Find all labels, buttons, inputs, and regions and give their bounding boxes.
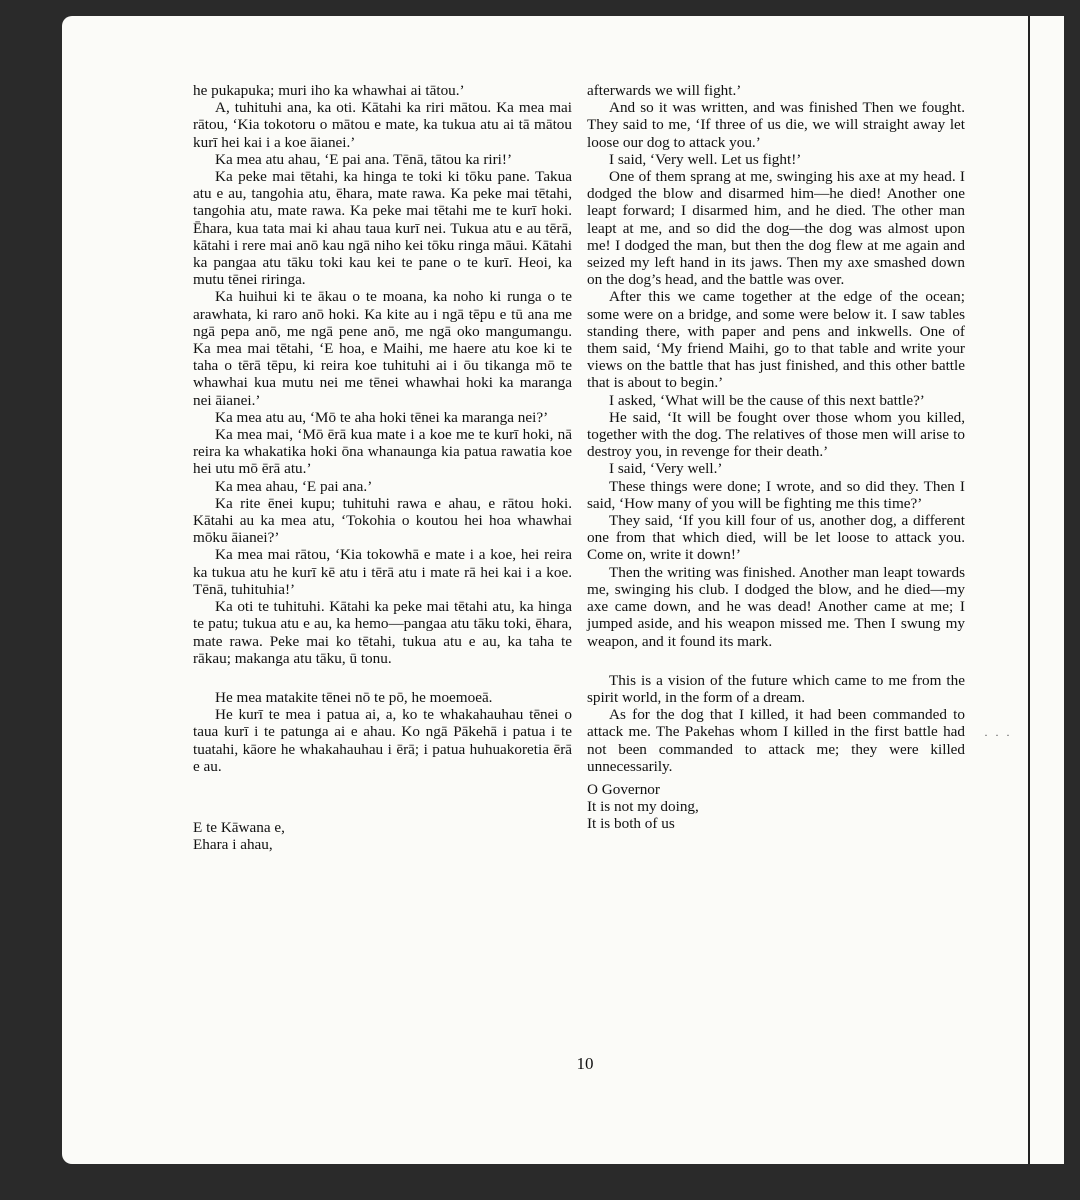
left-note-paragraph: He kurī te mea i patua ai, a, ko te whakahauhau tēnei o taua kurī i te patunga ai e ahau. Ko ngā Pākehā i patua i te tuatahi, kāore he whakahauhau i ērā; i patua huhuakoretia ērā e au. [193, 706, 572, 775]
left-closing-line: Ehara i ahau, [193, 836, 273, 854]
left-paragraph: Ka mea mai rātou, ‘Kia tokowhā e mate i a koe, hei reira ka tukua atu he kurī kē atu i tērā atu i mate rā hei kai i a koe. Tēnā, tuhituhia!’ [193, 546, 572, 598]
left-paragraph: Ka peke mai tētahi, ka hinga te toki ki tōku pane. Takua atu e au, tangohia atu, ēhara, mate rawa. Ka peke mai tētahi, tangohia atu, mate rawa. Ka peke mai tētahi me te kurī hoki. Ēhara, kua tata mai ki ahau taua kurī nei. Tukua atu e au tērā, kātahi i rere mai anō kau ngā niho kei tōku ringa māui. Kātahi ka pangaa atu tāku toki kau kei te pane o te kurī. Heoi, ka mutu tēnei riringa. [193, 168, 572, 289]
right-paragraph: One of them sprang at me, swinging his axe at my head. I dodged the blow and disarmed him—he died! Another one leapt forward; I disarmed him, and he died. The other man leapt at me, and so did the dog—the dog was almost upon me! I dodged the man, but then the dog flew at me again and seized my left hand in its jaws. Then my axe smashed down on the dog’s head, and the battle was over. [587, 168, 965, 289]
right-closing-line: It is not my doing, [587, 798, 699, 816]
right-closing-line: It is both of us [587, 815, 675, 833]
right-note-paragraph: This is a vision of the future which came to me from the spirit world, in the form of a dream. [587, 671, 965, 706]
spacer [193, 797, 572, 819]
left-paragraph: Ka rite ēnei kupu; tuhituhi rawa e ahau, e rātou hoki. Kātahi au ka mea atu, ‘Tokohia o koutou hei hoa whawhai mōku āianei?’ [193, 494, 572, 547]
right-paragraph: Then the writing was finished. Another man leapt towards me, swinging his club. I dodged the blow, and he died—my axe came down, and he was dead! Another came at me; I jumped aside, and his weapon missed me. Then I swung my weapon, and it found its mark. [587, 563, 965, 650]
right-paragraph: I asked, ‘What will be the cause of this next battle?’ [609, 391, 925, 409]
left-column-maori [193, 82, 572, 853]
right-paragraph: He said, ‘It will be fought over those whom you killed, together with the dog. The relatives of those men will arise to destroy you, in revenge for their death.’ [587, 408, 965, 461]
left-paragraph: he pukapuka; muri iho ka whawhai ai tātou.’ [193, 82, 465, 99]
left-paragraph: Ka mea ahau, ‘E pai ana.’ [215, 477, 373, 495]
left-paragraph: Ka huihui ki te ākau o te moana, ka noho ki runga o te arawhata, ki raro anō hoki. Ka kite au i ngā tēpu e tū ana me ngā pepa anō, me ngā pene anō, me ngā oko mangumangu. Ka mea mai tētahi, ‘E hoa, e Maihi, me haere atu koe ki te taha o tērā tēpu, ki reira koe tuhituhi ai i ōu tikanga mō te whawhai kua mutu nei me tēnei whawhai hoki ka maranga nei āianei.’ [193, 288, 572, 409]
left-paragraph: Ka mea mai, ‘Mō ērā kua mate i a koe me te kurī hoki, nā reira ka whakatika hoki ōna whanaunga kia patua rawatia koe hei utu mō ērā atu.’ [193, 426, 572, 478]
right-note-paragraph: As for the dog that I killed, it had been commanded to attack me. The Pakehas whom I killed in the first battle had not been commanded to attack me; they were killed unnecessarily. [587, 706, 965, 775]
right-column-english [587, 82, 965, 833]
left-paragraph: Ka mea atu ahau, ‘E pai ana. Tēnā, tātou ka riri!’ [215, 150, 513, 168]
right-paragraph: These things were done; I wrote, and so did they. Then I said, ‘How many of you will be fighting me this time?’ [587, 477, 965, 512]
left-closing-line: E te Kāwana e, [193, 818, 285, 836]
right-closing-line: O Governor [587, 780, 660, 798]
right-paragraph: I said, ‘Very well.’ [609, 460, 723, 478]
right-paragraph: After this we came together at the edge of the ocean; some were on a bridge, and some were below it. I saw tables standing there, with paper and pens and inkwells. One of them said, ‘My friend Maihi, go to that table and write your views on the battle that has just finished, and this other battle that is about to begin.’ [587, 288, 965, 392]
right-paragraph: They said, ‘If you kill four of us, another dog, a different one from that which died, will be let loose to attack you. Come on, write it down!’ [587, 512, 965, 564]
page-number: 10 [576, 1054, 594, 1073]
right-paragraph: afterwards we will fight.’ [587, 82, 742, 99]
facing-page-edge [1028, 16, 1064, 1164]
scan-speck: · · · [984, 728, 1012, 742]
left-paragraph: A, tuhituhi ana, ka oti. Kātahi ka riri mātou. Ka mea mai rātou, ‘Kia tokotoru o mātou e mate, ka tukua atu ai tā mātou kurī hei kai i a koe āianei.’ [193, 99, 572, 151]
left-paragraph: Ka mea atu au, ‘Mō te aha hoki tēnei ka maranga nei?’ [215, 408, 549, 426]
right-paragraph: And so it was written, and was finished Then we fought. They said to me, ‘If three of us die, we will straight away let loose our dog to attack you.’ [587, 99, 965, 151]
right-paragraph: I said, ‘Very well. Let us fight!’ [609, 150, 802, 168]
left-note-paragraph: He mea matakite tēnei nō te pō, he moemoeā. [215, 688, 493, 706]
spacer [193, 775, 572, 797]
left-paragraph: Ka oti te tuhituhi. Kātahi ka peke mai tētahi atu, ka hinga te patu; tukua atu e au, ka hemo—pangaa atu tāku toki, ēhara, mate rawa. Peke mai ko tētahi, tukua atu e au, ka taha te rākau; makanga atu tāku, ū tonu. [193, 598, 572, 667]
